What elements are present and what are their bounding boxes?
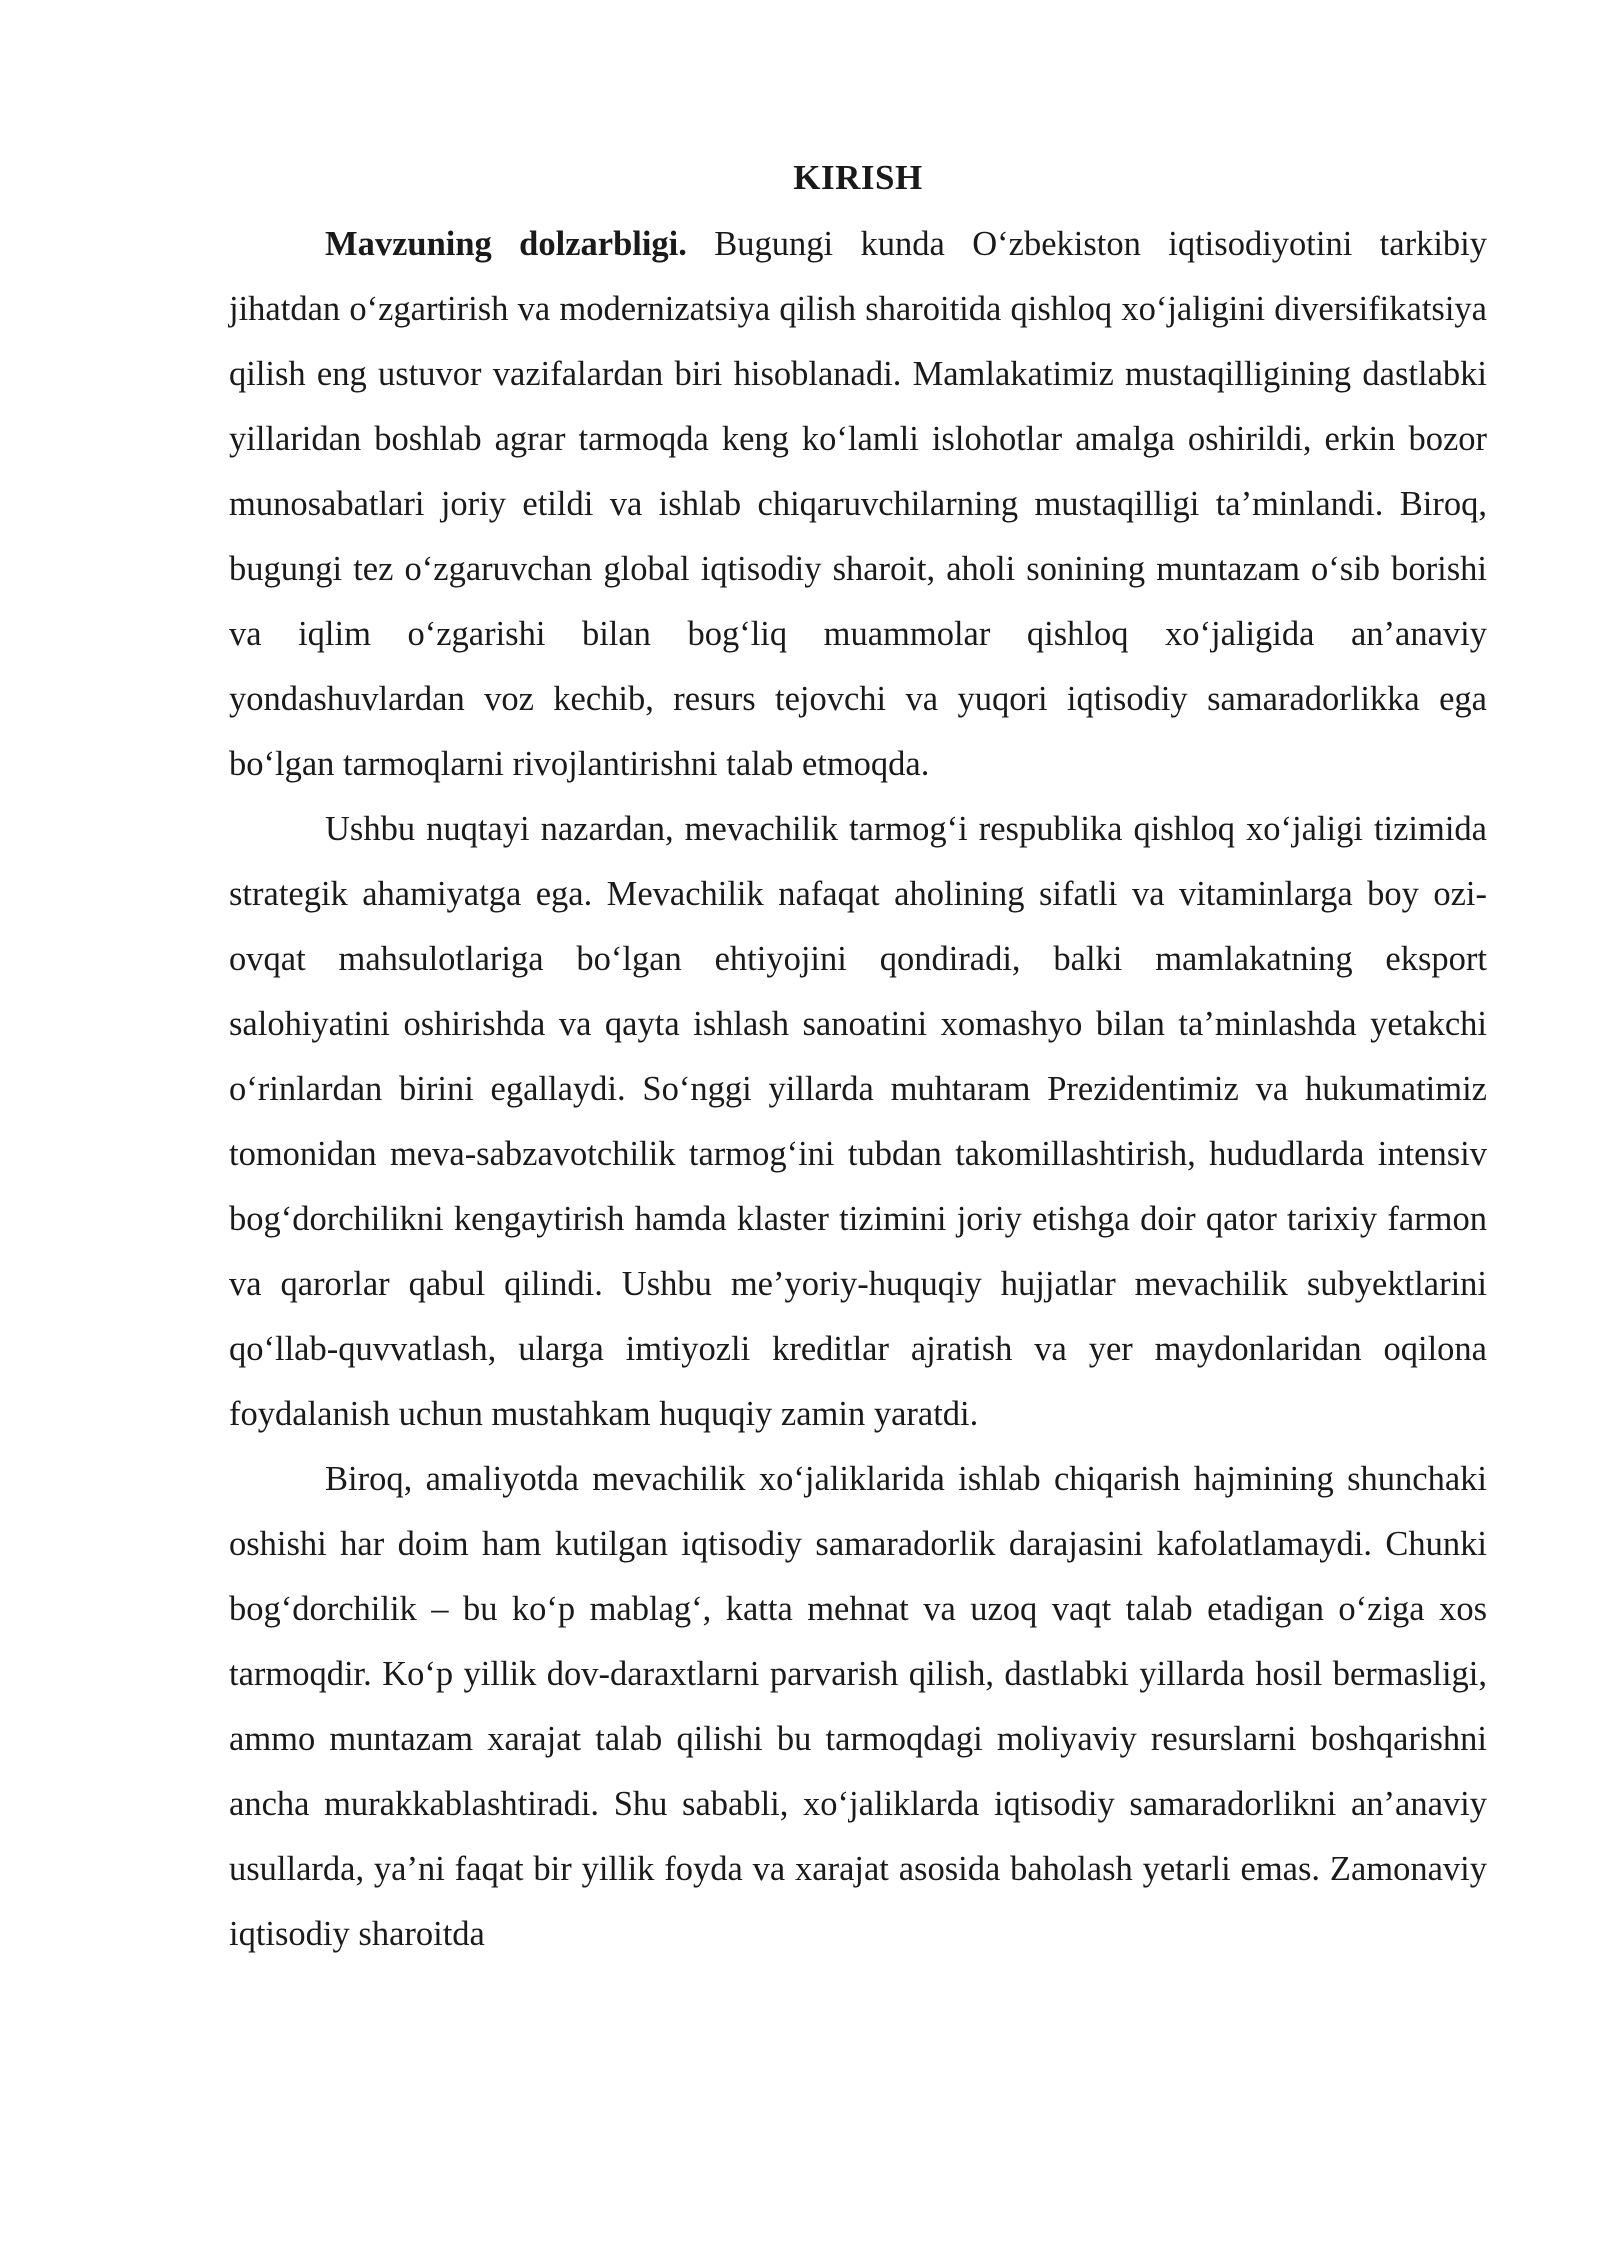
document-page (229, 148, 1487, 1967)
paragraph-relevance (229, 212, 1487, 797)
paragraph-lead: Mavzuning dolzarbligi. (325, 225, 687, 263)
page-title: KIRISH (793, 158, 923, 197)
paragraph-fruit-growing: Ushbu nuqtayi nazardan, mevachilik tarmog‘i respublika qishloq xo‘jaligi tizimida strategik ahamiyatga ega. Mevachilik nafaqat aholining sifatli va vitaminlarga boy ozi-ovqat mahsulotlariga bo‘lgan ehtiyojini qondiradi, balki mamlakatning eksport salohiyatini oshirishda va qayta ishlash sanoatini xomashyo bilan ta’minlashda yetakchi o‘rinlardan birini egallaydi. So‘nggi yillarda muhtaram Prezidentimiz va hukumatimiz tomonidan meva-sabzavotchilik tarmog‘ini tubdan takomillashtirish, hududlarda intensiv bog‘dorchilikni kengaytirish hamda klaster tizimini joriy etishga doir qator tarixiy farmon va qarorlar qabul qilindi. Ushbu me’yoriy-huquqiy hujjatlar mevachilik subyektlarini qo‘llab-quvvatlash, ularga imtiyozli kreditlar ajratish va yer maydonlaridan oqilona foydalanish uchun mustahkam huquqiy zamin yaratdi. (229, 810, 1487, 1433)
paragraph-practice: Biroq, amaliyotda mevachilik xo‘jaliklarida ishlab chiqarish hajmining shunchaki oshishi har doim ham kutilgan iqtisodiy samaradorlik darajasini kafolatlamaydi. Chunki bog‘dorchilik – bu ko‘p mablag‘, katta mehnat va uzoq vaqt talab etadigan o‘ziga xos tarmoqdir. Ko‘p yillik dov-daraxtlarni parvarish qilish, dastlabki yillarda hosil bermasligi, ammo muntazam xarajat talab qilishi bu tarmoqdagi moliyaviy resurslarni boshqarishni ancha murakkablashtiradi. Shu sababli, xo‘jaliklarda iqtisodiy samaradorlikni an’anaviy usullarda, ya’ni faqat bir yillik foyda va xarajat asosida baholash yetarli emas. Zamonaviy iqtisodiy sharoitda (229, 1460, 1487, 1953)
paragraph-text: Bugungi kunda O‘zbekiston iqtisodiyotini tarkibiy jihatdan o‘zgartirish va modernizatsiya qilish sharoitida qishloq xo‘jaligini diversifikatsiya qilish eng ustuvor vazifalardan biri hisoblanadi. Mamlakatimiz mustaqilligining dastlabki yillaridan boshlab agrar tarmoqda keng ko‘lamli islohotlar amalga oshirildi, erkin bozor munosabatlari joriy etildi va ishlab chiqaruvchilarning mustaqilligi ta’minlandi. Biroq, bugungi tez o‘zgaruvchan global iqtisodiy sharoit, aholi sonining muntazam o‘sib borishi va iqlim o‘zgarishi bilan bog‘liq muammolar qishloq xo‘jaligida an’anaviy yondashuvlardan voz kechib, resurs tejovchi va yuqori iqtisodiy samaradorlikka ega bo‘lgan tarmoqlarni rivojlantirishni talab etmoqda. (229, 225, 1487, 783)
